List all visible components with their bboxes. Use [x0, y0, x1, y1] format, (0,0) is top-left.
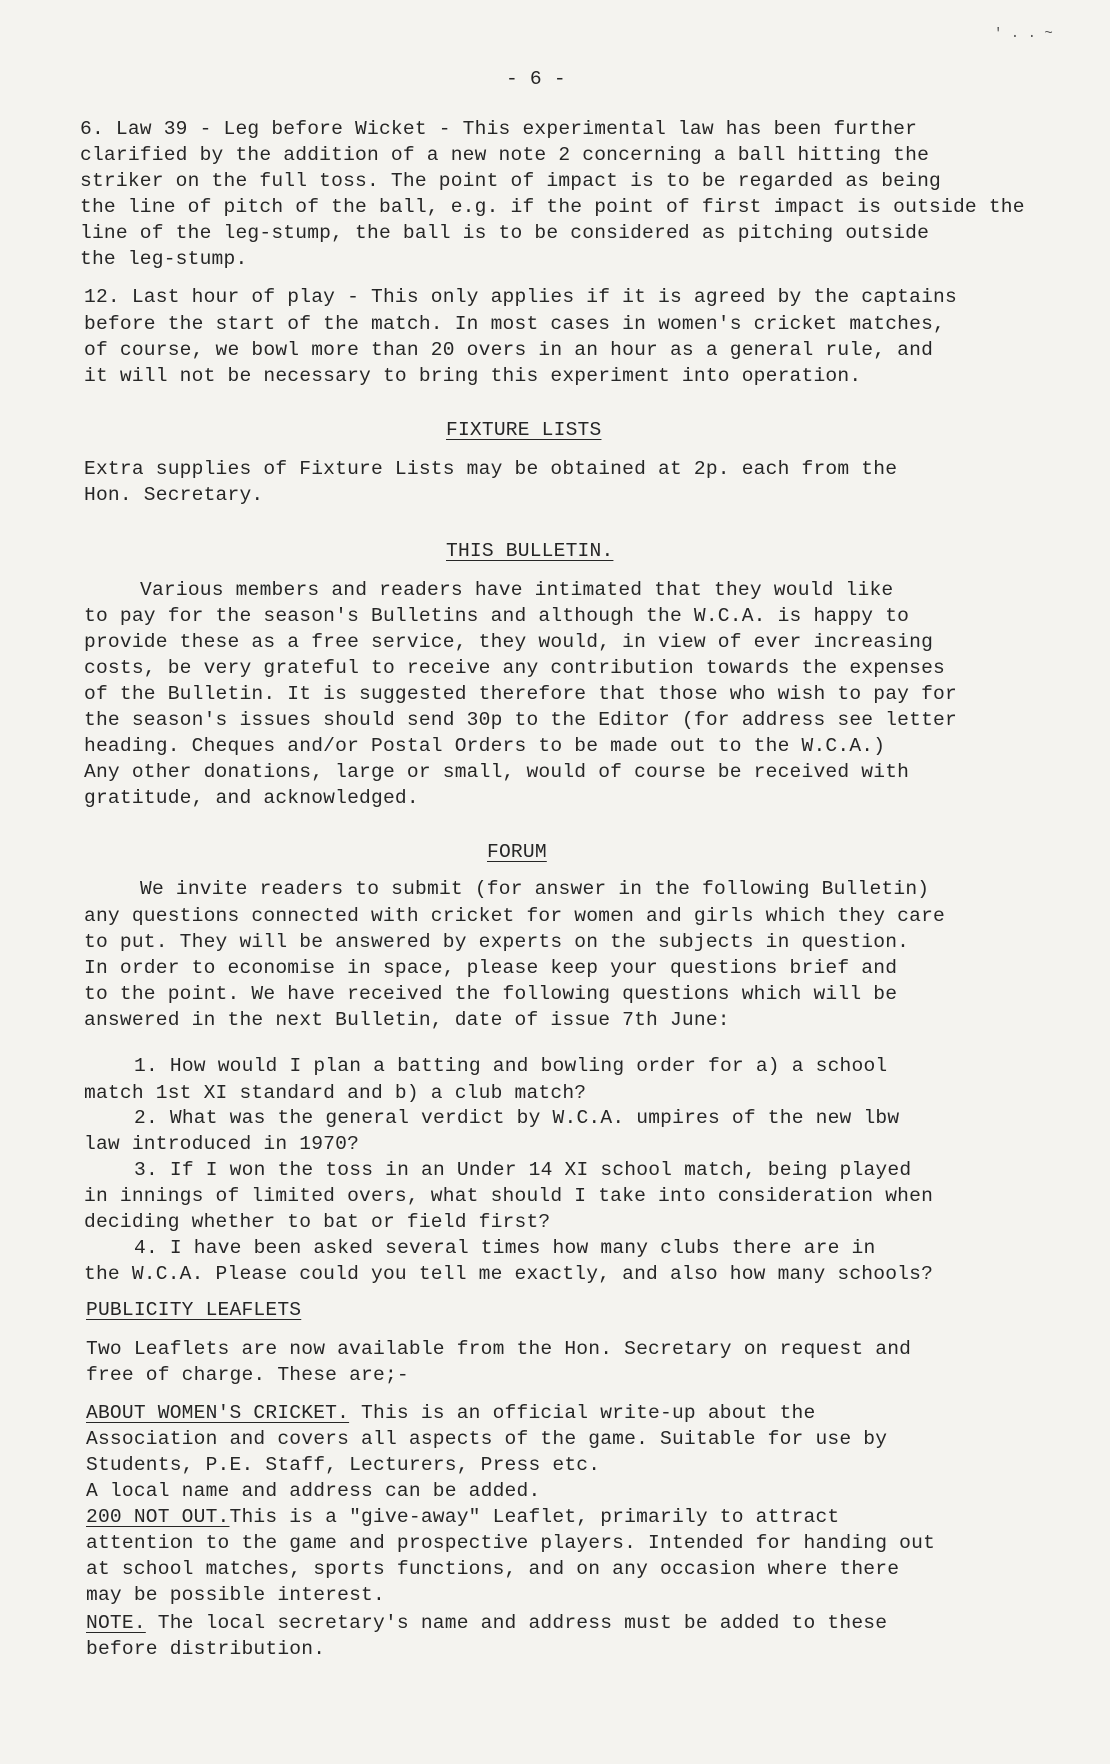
notout-leaflet-line: at school matches, sports functions, and on any occasion where there	[86, 1558, 900, 1580]
forum-question: in innings of limited overs, what should I take into consideration when	[84, 1185, 934, 1207]
bulletin-line: to pay for the season's Bulletins and although the W.C.A. is happy to	[84, 605, 910, 627]
law39-line: clarified by the addition of a new note 2 concerning a ball hitting the	[80, 144, 930, 166]
page-number: - 6 -	[506, 68, 566, 90]
about-leaflet-line: Association and covers all aspects of the game. Suitable for use by	[86, 1428, 888, 1450]
forum-line: to the point. We have received the following questions which will be	[84, 983, 898, 1005]
forum-line: any questions connected with cricket for women and girls which they care	[84, 905, 945, 927]
fixture-lists-line: Extra supplies of Fixture Lists may be obtained at 2p. each from the	[84, 458, 898, 480]
forum-heading: FORUM	[487, 841, 547, 863]
forum-question: 1. How would I plan a batting and bowling order for a) a school	[134, 1055, 888, 1077]
note-text: The local secretary's name and address must be added to these	[145, 1612, 888, 1634]
forum-question: deciding whether to bat or field first?	[84, 1211, 551, 1233]
last-hour-line: of course, we bowl more than 20 overs in an hour as a general rule, and	[84, 339, 934, 361]
publicity-intro-line: Two Leaflets are now available from the Hon. Secretary on request and	[86, 1338, 912, 1360]
notout-leaflet-line: may be possible interest.	[86, 1584, 385, 1606]
forum-question: match 1st XI standard and b) a club match?	[84, 1082, 587, 1104]
about-leaflet-first-line	[86, 1400, 815, 1426]
publicity-intro-line: free of charge. These are;-	[86, 1364, 409, 1386]
last-hour-line: 12. Last hour of play - This only applies if it is agreed by the captains	[84, 286, 957, 308]
bulletin-line: costs, be very grateful to receive any contribution towards the expenses	[84, 657, 945, 679]
law39-line: 6. Law 39 - Leg before Wicket - This experimental law has been further	[80, 118, 918, 140]
notout-leaflet-line: attention to the game and prospective players. Intended for handing out	[86, 1532, 936, 1554]
forum-line: In order to economise in space, please keep your questions brief and	[84, 957, 898, 979]
notout-leaflet-text: This is a "give-away" Leaflet, primarily to attract	[229, 1506, 840, 1528]
bulletin-line: Various members and readers have intimated that they would like	[140, 579, 894, 601]
about-leaflet-line: A local name and address can be added.	[86, 1480, 541, 1502]
bulletin-line: Any other donations, large or small, would of course be received with	[84, 761, 910, 783]
law39-line: the leg-stump.	[80, 248, 248, 270]
fixture-lists-line: Hon. Secretary.	[84, 484, 264, 506]
about-leaflet-line: Students, P.E. Staff, Lecturers, Press etc.	[86, 1454, 601, 1476]
bulletin-line: of the Bulletin. It is suggested therefore that those who wish to pay for	[84, 683, 957, 705]
forum-question: law introduced in 1970?	[84, 1133, 360, 1155]
forum-question: 3. If I won the toss in an Under 14 XI school match, being played	[134, 1159, 912, 1181]
fixture-lists-heading: FIXTURE LISTS	[446, 419, 602, 441]
forum-line: to put. They will be answered by experts on the subjects in question.	[84, 931, 910, 953]
forum-line: answered in the next Bulletin, date of issue 7th June:	[84, 1009, 730, 1031]
bulletin-line: the season's issues should send 30p to the Editor (for address see letter	[84, 709, 957, 731]
note-first-line	[86, 1610, 887, 1636]
notout-leaflet-label: 200 NOT OUT.	[86, 1506, 230, 1528]
last-hour-line: before the start of the match. In most cases in women's cricket matches,	[84, 313, 945, 335]
note-line: before distribution.	[86, 1638, 326, 1660]
forum-question: 4. I have been asked several times how many clubs there are in	[134, 1237, 876, 1259]
law39-line: the line of pitch of the ball, e.g. if the point of first impact is outside the	[80, 196, 1025, 218]
notout-leaflet-first-line	[86, 1504, 839, 1530]
this-bulletin-heading: THIS BULLETIN.	[446, 540, 614, 562]
forum-question: the W.C.A. Please could you tell me exactly, and also how many schools?	[84, 1263, 934, 1285]
corner-marks: ' . . ~	[994, 26, 1053, 42]
law39-line: striker on the full toss. The point of impact is to be regarded as being	[80, 170, 941, 192]
law39-line: line of the leg-stump, the ball is to be considered as pitching outside	[80, 222, 930, 244]
note-label: NOTE.	[86, 1612, 146, 1634]
bulletin-line: heading. Cheques and/or Postal Orders to be made out to the W.C.A.)	[84, 735, 886, 757]
last-hour-line: it will not be necessary to bring this experiment into operation.	[84, 365, 862, 387]
about-leaflet-label: ABOUT WOMEN'S CRICKET.	[86, 1402, 350, 1424]
publicity-heading: PUBLICITY LEAFLETS	[86, 1299, 302, 1321]
bulletin-line: provide these as a free service, they would, in view of ever increasing	[84, 631, 934, 653]
forum-question: 2. What was the general verdict by W.C.A. umpires of the new lbw	[134, 1107, 900, 1129]
bulletin-line: gratitude, and acknowledged.	[84, 787, 419, 809]
about-leaflet-text: This is an official write-up about the	[349, 1402, 816, 1424]
forum-line: We invite readers to submit (for answer in the following Bulletin)	[140, 878, 930, 900]
